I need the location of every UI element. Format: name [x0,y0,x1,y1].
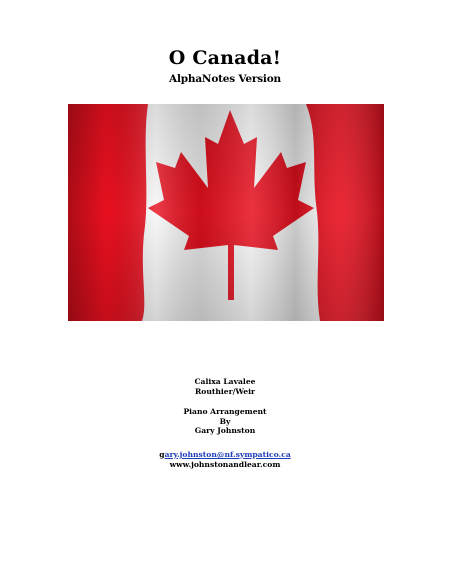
arrangement-credits [0,407,450,436]
contact-info [0,450,450,469]
arrangement-label: Piano Arrangement [183,407,267,416]
website-text: www.johnstonandlear.com [169,459,281,469]
page-title: O Canada! [168,47,282,69]
email-prefix: g [159,450,165,459]
email-link[interactable]: ary.johnston@nf.sympatico.ca [164,450,291,459]
email-line [0,450,450,460]
composer-credits [0,377,450,396]
canadian-flag-image [68,104,384,321]
composer-name: Calixa Lavalee [194,377,256,386]
lyricists-name: Routhier/Weir [194,386,256,396]
arranger-name: Gary Johnston [194,426,256,435]
flag-depth-shading [68,104,384,321]
page-subtitle: AlphaNotes Version [169,73,281,85]
by-label: By [219,416,231,426]
